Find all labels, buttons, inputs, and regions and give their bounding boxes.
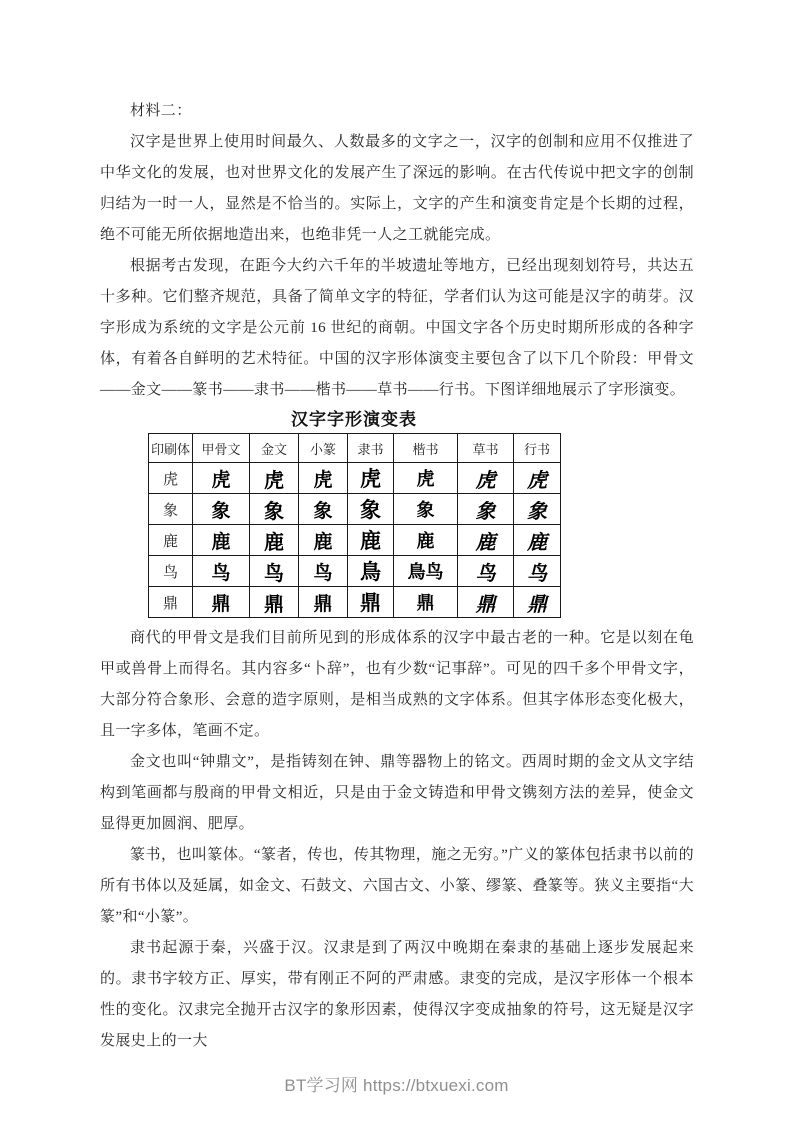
glyph-cell-jiaguwen: 虎: [193, 463, 250, 494]
glyph-cell-xiaozhuan: 鹿: [299, 525, 348, 556]
table-row-niao: [149, 556, 561, 587]
glyph-cell-caoshu: 鸟: [458, 556, 514, 587]
glyph-cell-caoshu: 象: [458, 494, 514, 525]
header-cell-jiaguwen: 甲骨文: [193, 434, 250, 463]
table-row-xiang: [149, 494, 561, 525]
glyph-cell-xiaozhuan: 鼎: [299, 587, 348, 618]
section-label: 材料二：: [130, 103, 192, 119]
glyph-cell-jinwen: 虎: [250, 463, 299, 494]
table-row-hu: [149, 463, 561, 494]
printed-char-cell: 鹿: [149, 525, 193, 556]
header-cell-yinshuati: 印刷体: [149, 434, 193, 463]
table-title: 汉字字形演变表: [291, 410, 417, 429]
glyph-cell-xiaozhuan: 象: [299, 494, 348, 525]
glyph-cell-kaishu: 象: [394, 494, 458, 525]
header-cell-caoshu: 草书: [458, 434, 514, 463]
glyph-cell-lishu: 鹿: [348, 525, 394, 556]
glyph-cell-xingshu: 虎: [514, 463, 561, 494]
glyph-cell-caoshu: 鼎: [458, 587, 514, 618]
glyph-cell-xingshu: 象: [514, 494, 561, 525]
body-paragraph-5: 篆书，也叫篆体。“篆者，传也，传其物理，施之无穷。”广义的篆体包括隶书以前的所有书体以及延属，如金文、石鼓文、六国古文、小篆、缪篆、叠篆等。狭义主要指“大篆”和“小篆”。: [100, 847, 694, 925]
glyph-cell-caoshu: 虎: [458, 463, 514, 494]
body-paragraph-2: 根据考古发现，在距今大约六千年的半坡遗址等地方，已经出现刻划符号，共达五十多种。它们整齐规范，具备了简单文字的特征，学者们认为这可能是汉字的萌芽。汉字形成为系统的文字是公元前 16 世纪的商朝。中国文字各个历史时期所形成的各种字体，有着各自鲜明的艺术特征。中国的汉字形体演变主要包含了以下几个阶段：甲骨文——金文——篆书——隶书——楷书——草书——行书。下图详细地展示了字形演变。: [100, 258, 694, 398]
body-paragraph-3: 商代的甲骨文是我们目前所见到的形成体系的汉字中最古老的一种。它是以刻在龟甲或兽骨上而得名。其内容多“卜辞”，也有少数“记事辞”。可见的四千多个甲骨文字，大部分符合象形、会意的造字原则，是相当成熟的文字体系。但其字体形态变化极大，且一字多体，笔画不定。: [100, 630, 694, 739]
glyph-cell-jinwen: 鼎: [250, 587, 299, 618]
body-paragraph-1: 汉字是世界上使用时间最久、人数最多的文字之一，汉字的创制和应用不仅推进了中华文化的发展，也对世界文化的发展产生了深远的影响。在古代传说中把文字的创制归结为一时一人，显然是不恰当的。实际上，文字的产生和演变肯定是个长期的过程，绝不可能无所依据地造出来，也绝非凭一人之工就能完成。: [100, 134, 694, 243]
watermark-footer: BT学习网 https://btxuexi.com: [284, 1076, 509, 1095]
printed-char-cell: 鼎: [149, 587, 193, 618]
table-row-ding: [149, 587, 561, 618]
glyph-cell-xiaozhuan: 鸟: [299, 556, 348, 587]
header-cell-xingshu: 行书: [514, 434, 561, 463]
glyph-cell-kaishu: 鹿: [394, 525, 458, 556]
glyph-cell-lishu: 鼎: [348, 587, 394, 618]
glyph-cell-xiaozhuan: 虎: [299, 463, 348, 494]
glyph-cell-lishu: 象: [348, 494, 394, 525]
printed-char-cell: 象: [149, 494, 193, 525]
glyph-cell-xingshu: 鸟: [514, 556, 561, 587]
header-cell-kaishu: 楷书: [394, 434, 458, 463]
glyph-cell-jinwen: 鹿: [250, 525, 299, 556]
glyph-cell-jinwen: 鸟: [250, 556, 299, 587]
glyph-cell-xingshu: 鹿: [514, 525, 561, 556]
glyph-cell-lishu: 鳥: [348, 556, 394, 587]
body-paragraph-6: 隶书起源于秦，兴盛于汉。汉隶是到了两汉中晚期在秦隶的基础上逐步发展起来的。隶书字较方正、厚实，带有刚正不阿的严肃感。隶变的完成，是汉字形体一个根本性的变化。汉隶完全抛开古汉字的象形因素，使得汉字变成抽象的符号，这无疑是汉字发展史上的一大: [100, 940, 694, 1049]
printed-char-cell: 鸟: [149, 556, 193, 587]
body-paragraph-4: 金文也叫“钟鼎文”，是指铸刻在钟、鼎等器物上的铭文。西周时期的金文从文字结构到笔画都与殷商的甲骨文相近，只是由于金文铸造和甲骨文镌刻方法的差异，使金文显得更加圆润、肥厚。: [100, 754, 694, 832]
printed-char-cell: 虎: [149, 463, 193, 494]
table-row-lu: [149, 525, 561, 556]
glyph-cell-jiaguwen: 鸟: [193, 556, 250, 587]
header-cell-jinwen: 金文: [250, 434, 299, 463]
glyph-cell-jiaguwen: 鼎: [193, 587, 250, 618]
header-cell-xiaozhuan: 小篆: [299, 434, 348, 463]
glyph-cell-xingshu: 鼎: [514, 587, 561, 618]
character-evolution-table: [148, 433, 561, 618]
glyph-cell-jiaguwen: 象: [193, 494, 250, 525]
document-content: [100, 96, 694, 1057]
glyph-cell-jinwen: 象: [250, 494, 299, 525]
glyph-cell-kaishu: 鼎: [394, 587, 458, 618]
table-header-row: [149, 434, 561, 463]
glyph-cell-jiaguwen: 鹿: [193, 525, 250, 556]
character-evolution-block: [148, 408, 560, 618]
glyph-cell-caoshu: 鹿: [458, 525, 514, 556]
glyph-cell-lishu: 虎: [348, 463, 394, 494]
header-cell-lishu: 隶书: [348, 434, 394, 463]
glyph-cell-kaishu: 虎: [394, 463, 458, 494]
glyph-cell-kaishu: 鳥鸟: [394, 556, 458, 587]
